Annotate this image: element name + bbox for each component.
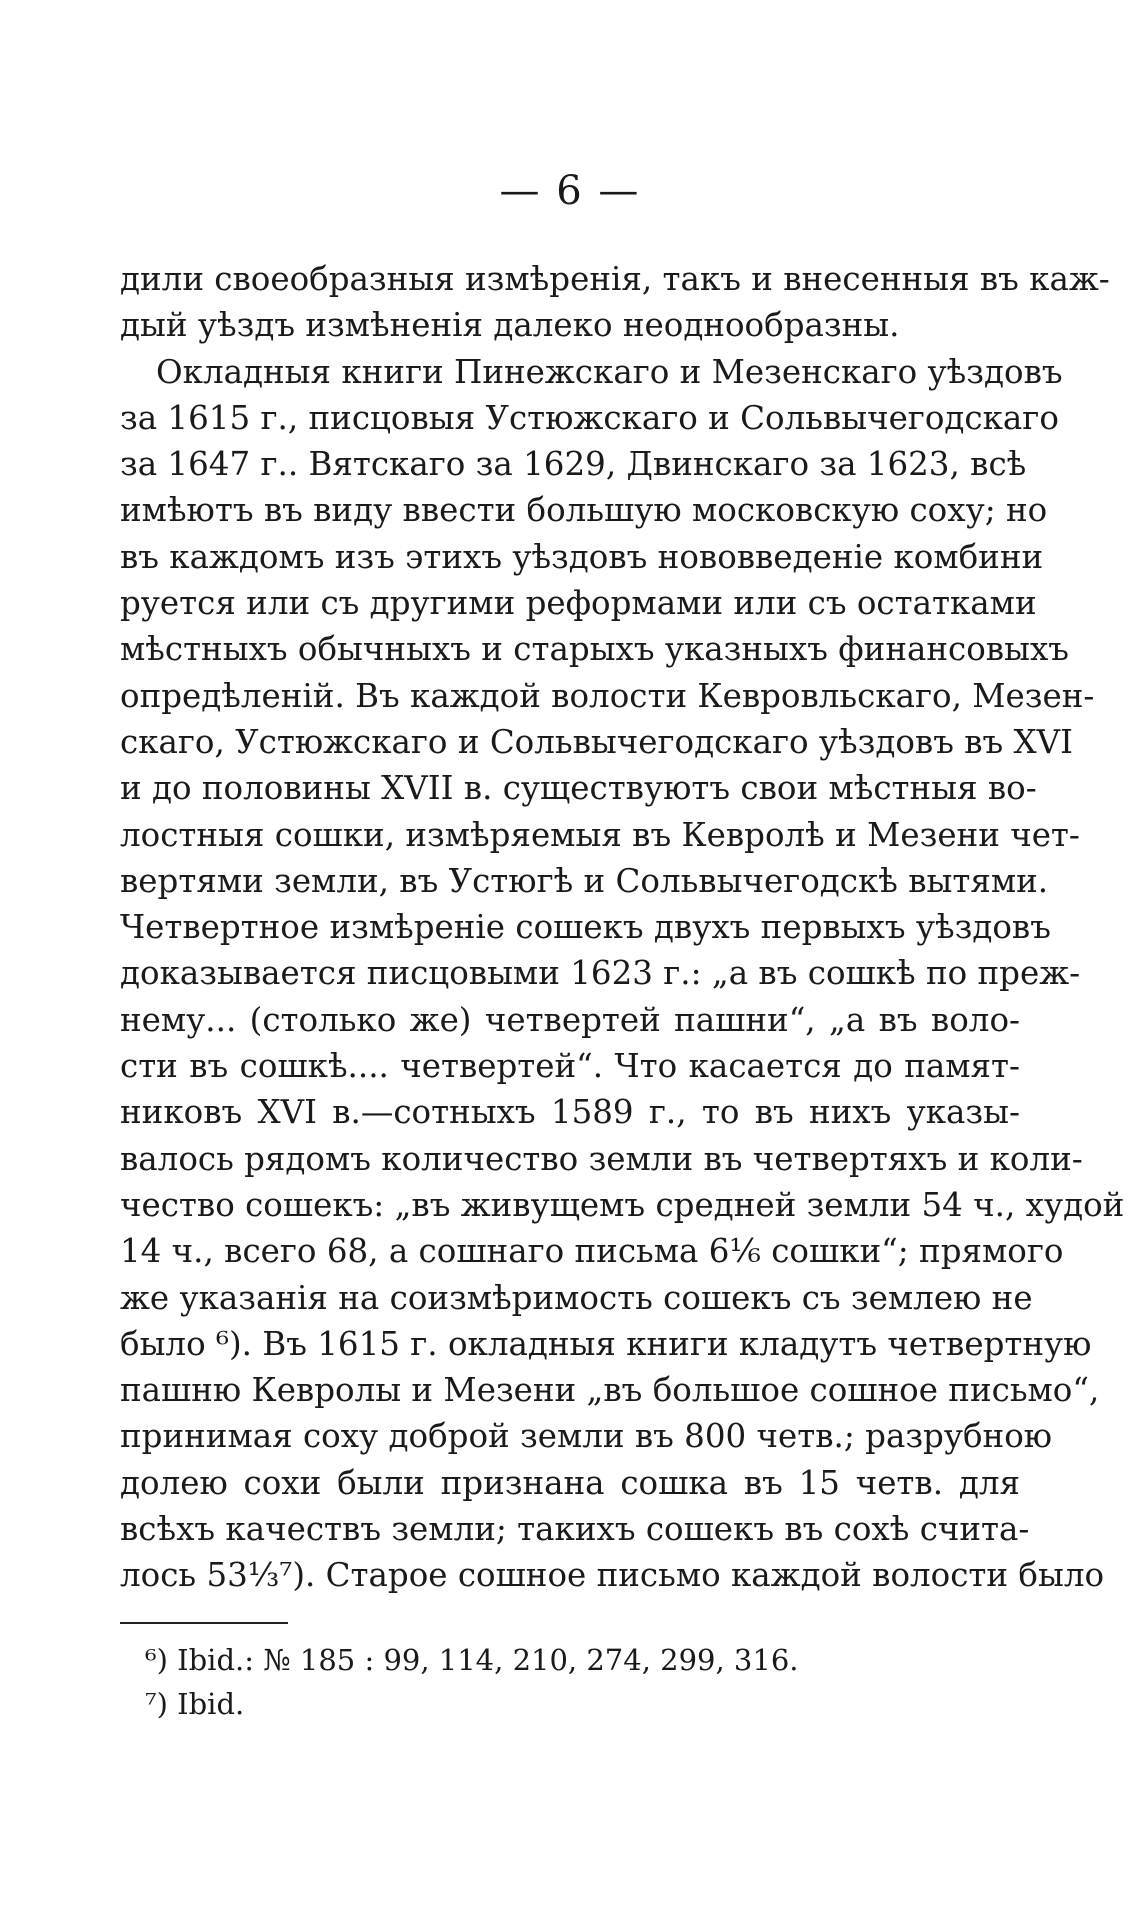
footnotes [145, 1638, 799, 1726]
text-line: 14 ч., всего 68, а сошнаго письма 6⅙ сошки“; прямого [120, 1232, 1064, 1271]
body-text [120, 256, 1125, 1599]
text-line: скаго, Устюжскаго и Сольвычегодскаго уѣздовъ въ XVI [120, 722, 1073, 761]
text-line: Четвертное измѣреніе сошекъ двухъ первыхъ уѣздовъ [120, 908, 1051, 947]
footnote-divider [120, 1622, 288, 1624]
text-line: имѣютъ въ виду ввести большую московскую соху; но [120, 491, 1048, 530]
footnote-7: ⁷) Ibid. [145, 1687, 245, 1721]
text-line: всѣхъ качествъ земли; такихъ сошекъ въ сохѣ счита- [120, 1510, 1030, 1549]
text-line: сти въ сошкѣ.... четвертей“. Что касается до памят- [120, 1047, 1020, 1086]
text-line: лостныя сошки, измѣряемыя въ Кевролѣ и Мезени чет- [120, 815, 1080, 854]
text-line: Окладныя книги Пинежскаго и Мезенскаго уѣздовъ [156, 352, 1063, 391]
footnote-6: ⁶) Ibid.: № 185 : 99, 114, 210, 274, 299, 316. [145, 1643, 799, 1677]
text-line: доказывается писцовыми 1623 г.: „а въ сошкѣ по преж- [120, 954, 1081, 993]
text-line: мѣстныхъ обычныхъ и старыхъ указныхъ финансовыхъ [120, 630, 1069, 669]
text-line: вертями земли, въ Устюгѣ и Сольвычегодскѣ вытями. [120, 861, 1049, 900]
text-line: же указанія на соизмѣримость сошекъ съ землею не [120, 1278, 1033, 1317]
text-line: въ каждомъ изъ этихъ уѣздовъ нововведеніе комбини [120, 537, 1044, 576]
text-line: пашню Кевролы и Мезени „въ большое сошное письмо“, [120, 1371, 1100, 1410]
text-line: за 1615 г., писцовыя Устюжскаго и Сольвычегодскаго [120, 398, 1059, 437]
text-line: никовъ XVI в.—сотныхъ 1589 г., то въ нихъ указы- [120, 1093, 1020, 1132]
page-number: — 6 — [499, 168, 641, 214]
text-line: за 1647 г.. Вятскаго за 1629, Двинскаго за 1623, всѣ [120, 445, 1027, 484]
text-line: дили своеобразныя измѣренія, такъ и внесенныя въ каж- [120, 260, 1110, 298]
text-line: нему... (столько же) четвертей пашни“, „а въ воло- [120, 1000, 1020, 1039]
text-line: лось 53⅓⁷). Старое сошное письмо каждой волости было [120, 1556, 1105, 1595]
text-line: и до половины XVII в. существуютъ свои мѣстныя во- [120, 769, 1037, 808]
text-line: долею сохи были признана сошка въ 15 четв. для [120, 1463, 1020, 1502]
text-line: валось рядомъ количество земли въ четвертяхъ и коли- [120, 1139, 1083, 1178]
text-line: опредѣленій. Въ каждой волости Кевровльскаго, Мезен- [120, 676, 1095, 715]
text-line: было ⁶). Въ 1615 г. окладныя книги кладутъ четвертную [120, 1324, 1092, 1363]
text-line: дый уѣздъ измѣненія далеко неоднообразны. [120, 306, 900, 345]
text-line: чество сошекъ: „въ живущемъ средней земли 54 ч., худой [120, 1185, 1125, 1224]
text-line: принимая соху доброй земли въ 800 четв.; разрубною [120, 1417, 1053, 1456]
text-line: руется или съ другими реформами или съ остатками [120, 584, 1037, 623]
